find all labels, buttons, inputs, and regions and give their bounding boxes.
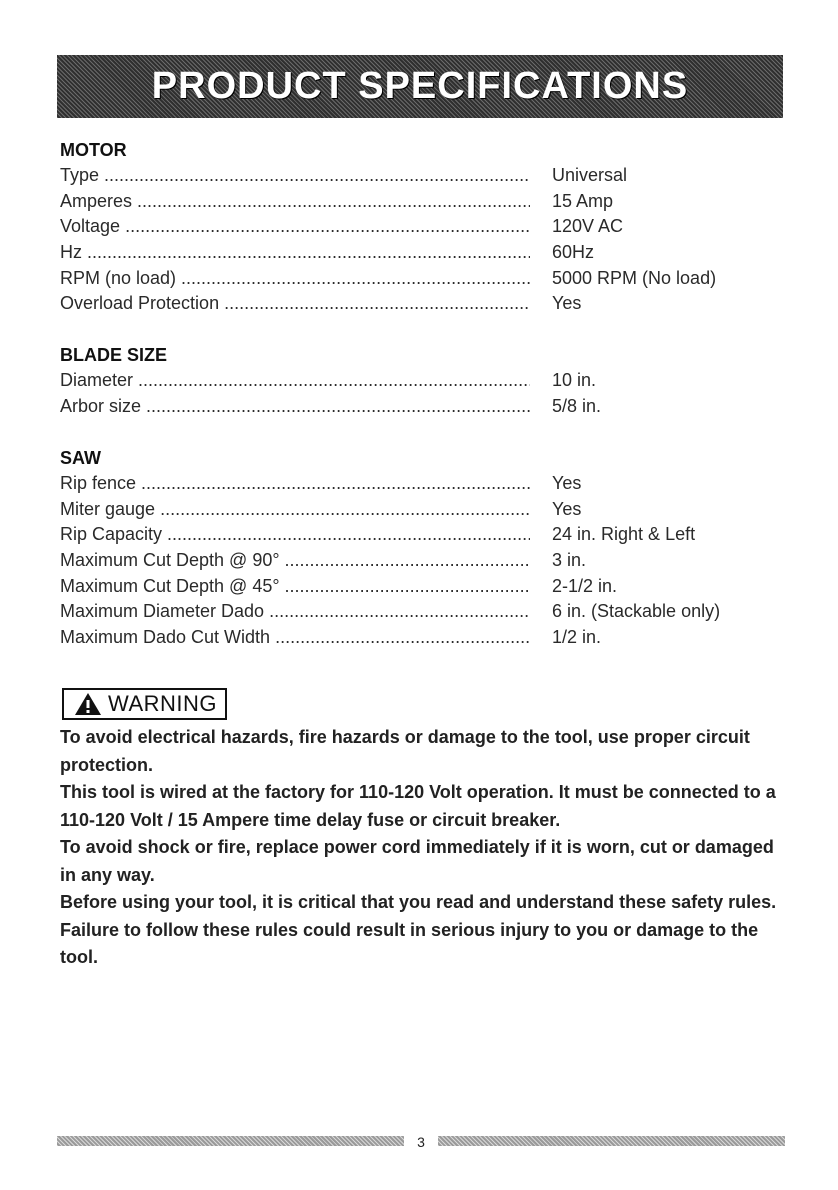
spec-row: [60, 214, 760, 240]
spec-value: 10 in.: [552, 370, 597, 391]
spec-value: 6 in. (Stackable only): [552, 601, 721, 622]
warning-label: WARNING: [108, 691, 218, 716]
spec-label: Miter gauge .....: [60, 499, 530, 520]
spec-label: Maximum Diameter Dado .....: [60, 601, 530, 622]
spec-value: 24 in. Right & Left: [552, 524, 696, 545]
spec-row: [60, 497, 760, 523]
spec-label: Maximum Dado Cut Width .....: [60, 627, 530, 648]
spec-label: Rip fence .....: [60, 473, 530, 494]
warning-paragraph: This tool is wired at the factory for 110-120 Volt operation. It must be connected to a 110-120 Volt / 15 Ampere time delay fuse or circuit breaker.: [60, 782, 776, 830]
spec-value: 5/8 in.: [552, 395, 602, 416]
section-heading: BLADE SIZE: [60, 345, 168, 365]
warning-triangle-icon: [74, 692, 102, 716]
spec-row: [60, 573, 760, 599]
spec-label: Maximum Cut Depth @ 90° .....: [60, 550, 530, 571]
spec-label: Rip Capacity .....: [60, 524, 530, 545]
spec-row: [60, 265, 760, 291]
spec-row: [60, 240, 760, 266]
title-banner: [57, 55, 783, 118]
spec-row: [60, 368, 760, 394]
spec-row: [60, 163, 760, 189]
spec-row: [60, 291, 760, 317]
section-heading: SAW: [60, 448, 102, 468]
spec-value: Yes: [552, 473, 582, 494]
spec-label: RPM (no load) .....: [60, 268, 530, 289]
motor-section: [60, 137, 760, 317]
spec-value: 2-1/2 in.: [552, 575, 618, 596]
footer-bar-right: [438, 1136, 785, 1146]
saw-section: [60, 445, 760, 650]
page-number: 3: [417, 1134, 425, 1150]
spec-row: [60, 394, 760, 420]
warning-badge: [62, 688, 227, 720]
spec-value: Yes: [552, 498, 582, 519]
section-heading: MOTOR: [60, 140, 127, 160]
spec-value: 5000 RPM (No load): [552, 267, 717, 288]
spec-value: 15 Amp: [552, 190, 614, 211]
spec-row: [60, 548, 760, 574]
page-title: PRODUCT SPECIFICATIONS: [151, 65, 689, 107]
spec-row: [60, 522, 760, 548]
spec-row: [60, 625, 760, 651]
spec-label: Arbor size .....: [60, 396, 530, 417]
spec-label: Diameter .....: [60, 370, 530, 391]
spec-label: Voltage .....: [60, 216, 530, 237]
spec-row: [60, 471, 760, 497]
spec-row: [60, 599, 760, 625]
warning-text: [60, 724, 780, 972]
warning-paragraph: To avoid electrical hazards, fire hazards or damage to the tool, use proper circuit protection.: [60, 727, 750, 775]
spec-value: 1/2 in.: [552, 626, 602, 647]
footer-bar-left: [57, 1136, 404, 1146]
spec-label: Overload Protection .....: [60, 293, 530, 314]
spec-value: 3 in.: [552, 550, 587, 571]
spec-label: Maximum Cut Depth @ 45° .....: [60, 576, 530, 597]
spec-value: Universal: [552, 165, 628, 186]
warning-paragraph: To avoid shock or fire, replace power cord immediately if it is worn, cut or damaged in any way.: [60, 837, 774, 885]
warning-paragraph: Before using your tool, it is critical that you read and understand these safety rules. Failure to follow these rules could result in serious injury to you or damage to the tool.: [60, 892, 777, 967]
spec-label: Type .....: [60, 165, 530, 186]
blade-section: [60, 342, 760, 419]
spec-label: Amperes .....: [60, 191, 530, 212]
spec-row: [60, 189, 760, 215]
spec-value: 120V AC: [552, 216, 624, 237]
spec-label: Hz .....: [60, 242, 530, 263]
spec-value: Yes: [552, 293, 582, 314]
spec-value: 60Hz: [552, 242, 595, 263]
